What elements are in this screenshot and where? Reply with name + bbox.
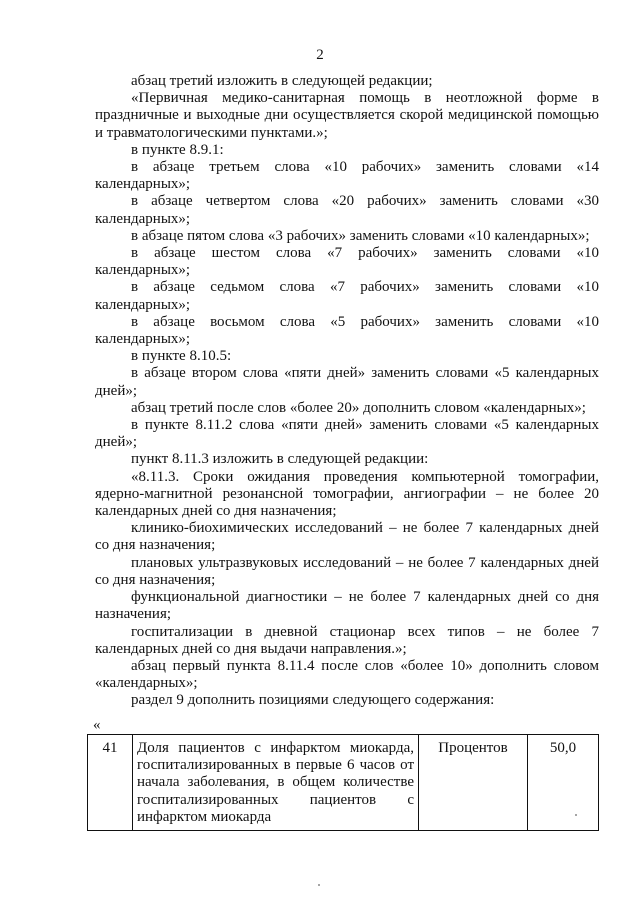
paragraph: госпитализации в дневной стационар всех типов – не более 7 календарных дней со дня выдачи направления.»; xyxy=(95,623,599,657)
paragraph: пункт 8.11.3 изложить в следующей редакции: xyxy=(131,451,429,468)
scan-speck xyxy=(318,884,320,886)
indicator-table xyxy=(87,734,599,831)
document-body xyxy=(95,73,599,710)
paragraph: в пункте 8.9.1: xyxy=(131,141,224,158)
paragraph: клинико-биохимических исследований – не более 7 календарных дней со дня назначения; xyxy=(95,520,599,554)
paragraph: в абзаце пятом слова «3 рабочих» заменить словами «10 календарных»; xyxy=(131,227,590,244)
opening-quote-mark: « xyxy=(93,717,101,733)
paragraph: функциональной диагностики – не более 7 календарных дней со дня назначения; xyxy=(95,589,599,623)
unit-cell: Процентов xyxy=(419,735,528,831)
paragraph: в абзаце седьмом слова «7 рабочих» заменить словами «10 календарных»; xyxy=(95,279,599,313)
indicator-cell: Доля пациентов с инфарктом миокарда, госпитализированных в первые 6 часов от начала заболевания, в общем количестве госпитализированных пациентов с инфарктом миокарда xyxy=(133,735,419,831)
paragraph: в абзаце восьмом слова «5 рабочих» заменить словами «10 календарных»; xyxy=(95,313,599,348)
row-number-cell: 41 xyxy=(88,735,133,831)
paragraph: абзац третий изложить в следующей редакции; xyxy=(131,73,433,89)
paragraph: в абзаце третьем слова «10 рабочих» заменить словами «14 календарных»; xyxy=(95,159,599,193)
paragraph: абзац первый пункта 8.11.4 после слов «более 10» дополнить словом «календарных»; xyxy=(95,657,599,692)
paragraph: в пункте 8.11.2 слова «пяти дней» заменить словами «5 календарных дней»; xyxy=(95,417,599,451)
value-cell: 50,0 xyxy=(528,735,599,831)
paragraph: «8.11.3. Сроки ожидания проведения компьютерной томографии, ядерно-магнитной резонансной томографии, ангиографии – не более 20 календарных дней со дня назначения; xyxy=(95,468,599,520)
table-row xyxy=(88,735,599,831)
paragraph: плановых ультразвуковых исследований – не более 7 календарных дней со дня назначения; xyxy=(95,554,599,588)
paragraph: в абзаце четвертом слова «20 рабочих» заменить словами «30 календарных»; xyxy=(95,193,599,227)
scan-speck xyxy=(575,814,577,816)
paragraph: в пункте 8.10.5: xyxy=(131,348,232,365)
paragraph: в абзаце втором слова «пяти дней» заменить словами «5 календарных дней»; xyxy=(95,365,599,399)
paragraph: в абзаце шестом слова «7 рабочих» заменить словами «10 календарных»; xyxy=(95,245,599,279)
paragraph: раздел 9 дополнить позициями следующего содержания: xyxy=(131,692,495,709)
paragraph: абзац третий после слов «более 20» дополнить словом «календарных»; xyxy=(131,399,586,416)
page-number: 2 xyxy=(316,47,324,63)
paragraph: «Первичная медико-санитарная помощь в неотложной форме в праздничные и выходные дни осуществляется скорой медицинской помощью и травматологическими пунктами.»; xyxy=(95,90,599,141)
